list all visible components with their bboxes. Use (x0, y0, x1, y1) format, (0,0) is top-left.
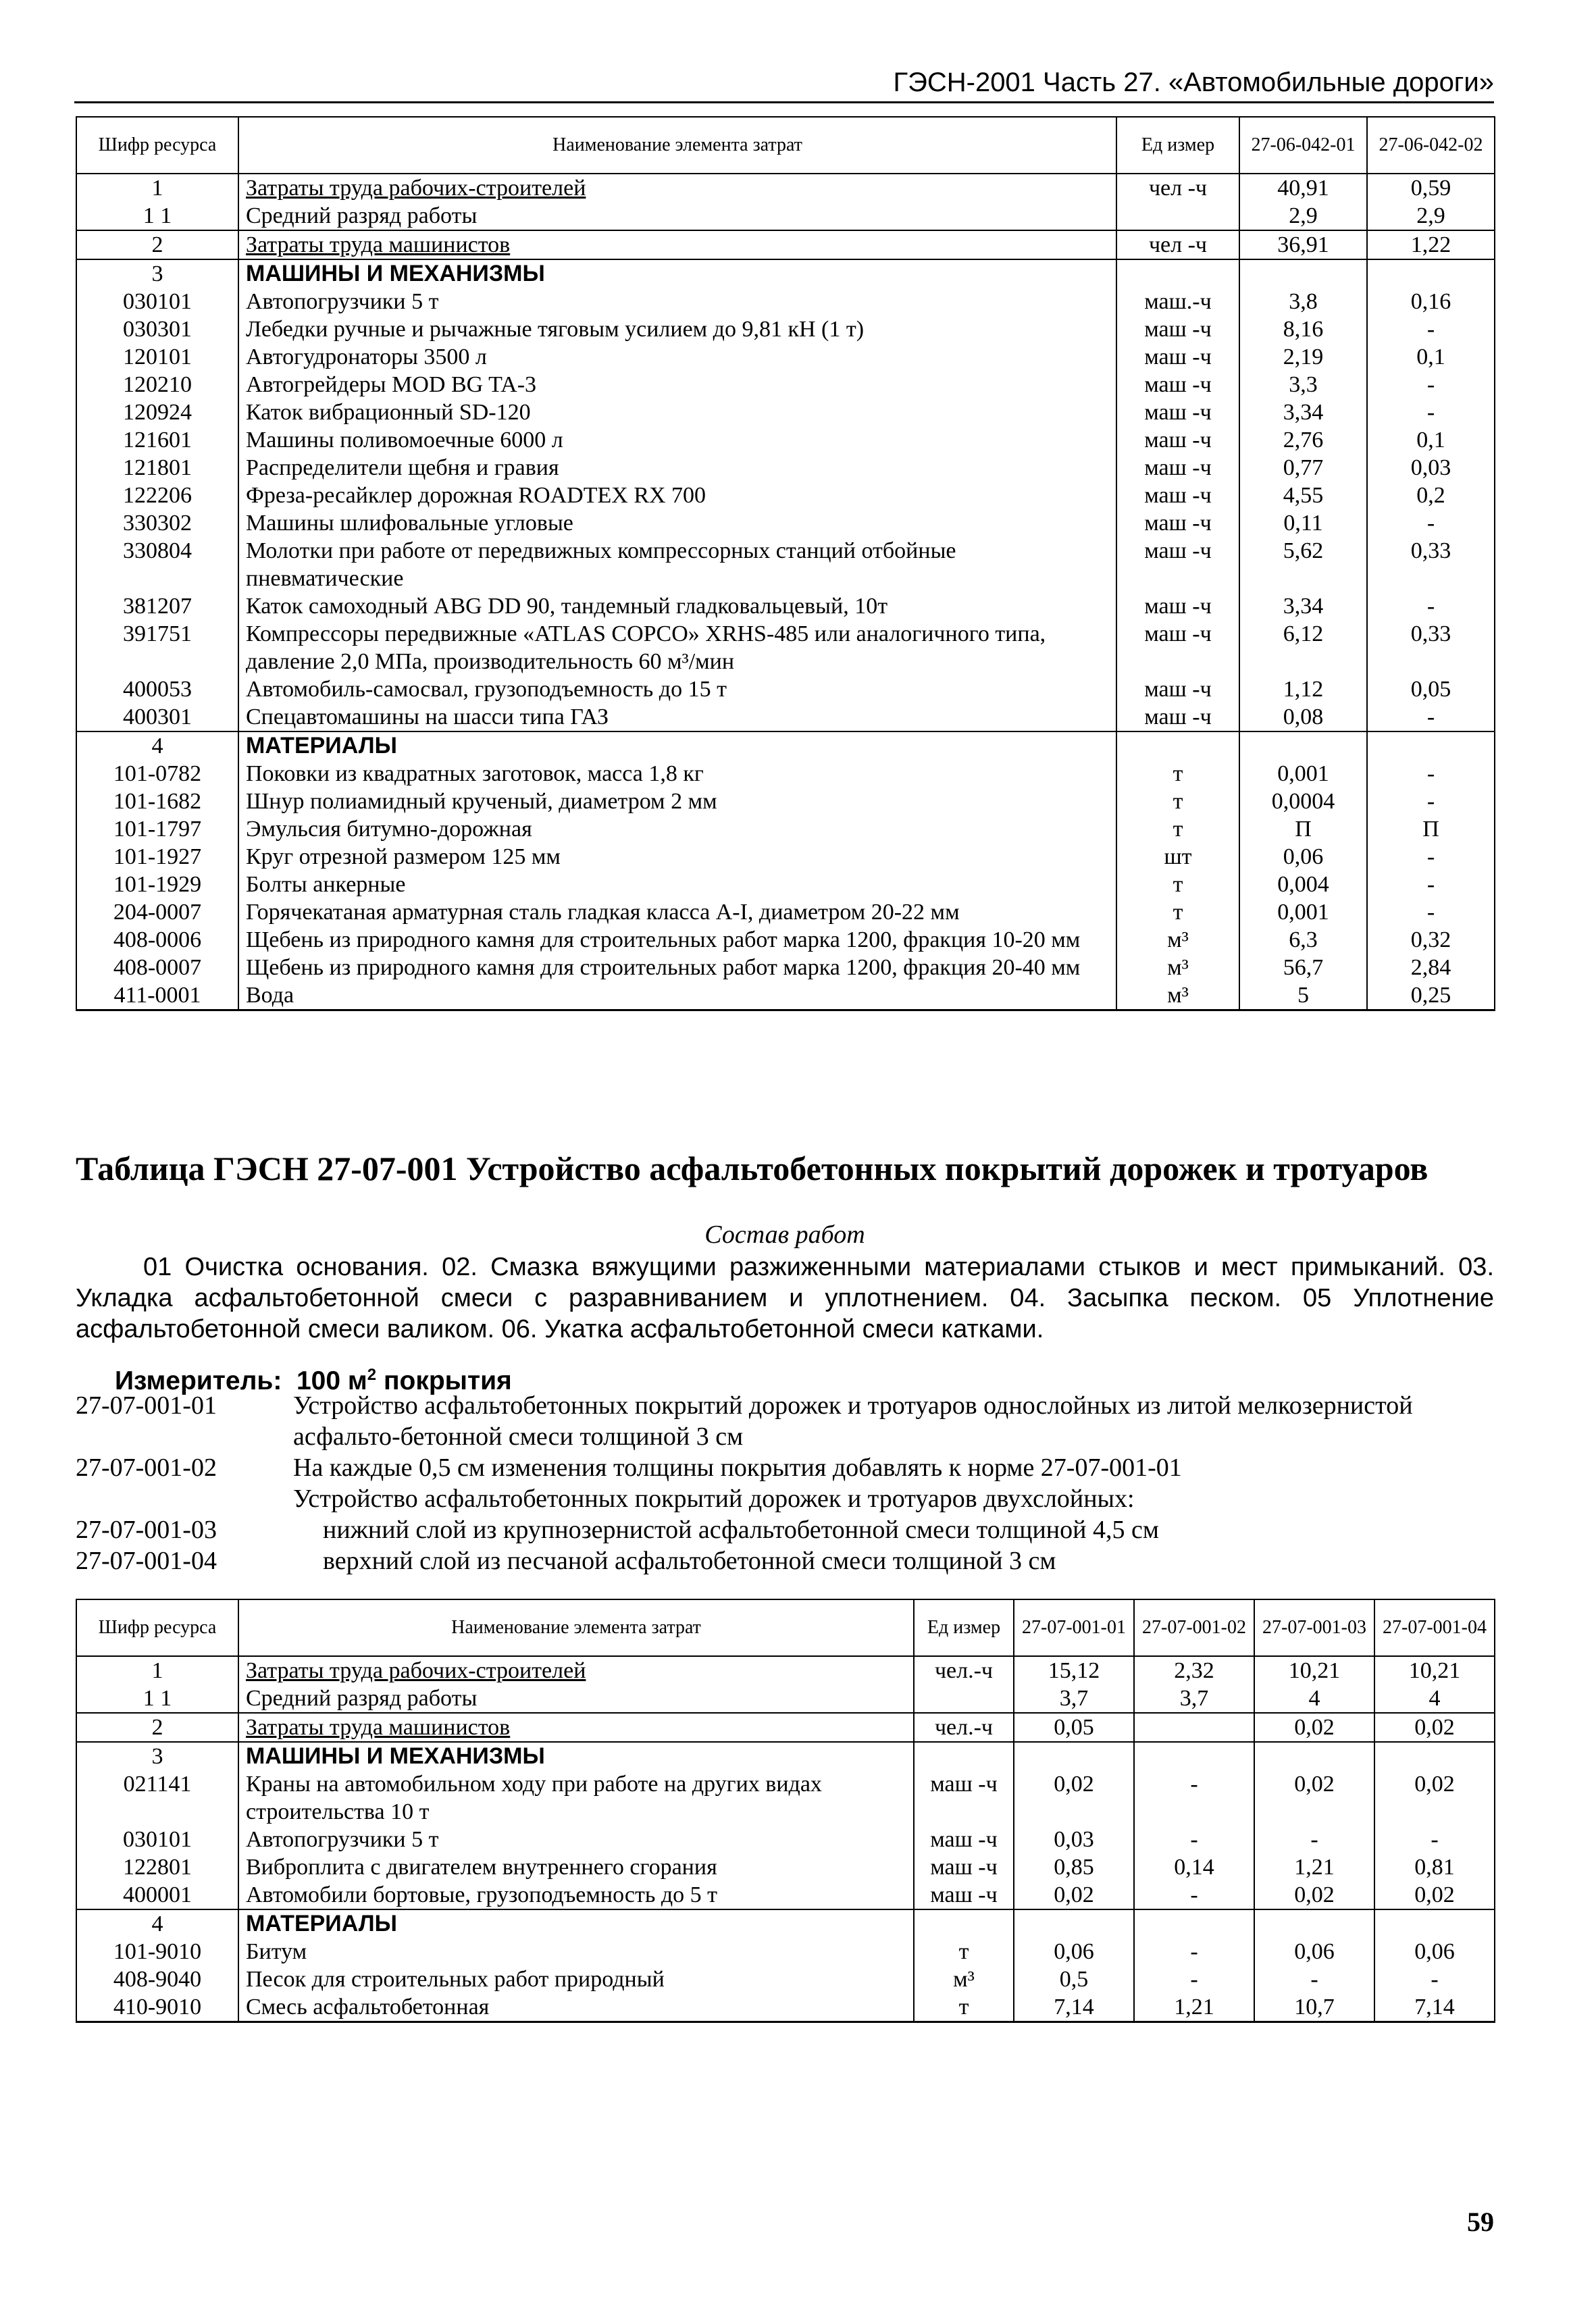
cell-name: Каток самоходный ABG DD 90, тандемный гладковальцевый, 10т (238, 592, 1116, 620)
cell-name: Автогудронаторы 3500 л (238, 343, 1116, 371)
cell-unit (914, 1742, 1014, 1770)
cell-value: 0,02 (1014, 1770, 1134, 1826)
cell-name: МАТЕРИАЛЫ (238, 731, 1116, 760)
header-col-1: 27-07-001-01 (1014, 1599, 1134, 1656)
cell-value: 4 (1374, 1685, 1495, 1713)
table-row (76, 454, 1495, 482)
cell-value: - (1254, 1826, 1374, 1853)
table-row (76, 898, 1495, 926)
cell-unit: маш -ч (1116, 592, 1239, 620)
table-row (76, 843, 1495, 871)
cell-value: 3,7 (1134, 1685, 1254, 1713)
table-row (76, 1826, 1495, 1853)
cell-value: 0,004 (1239, 871, 1367, 898)
cell-value: - (1367, 398, 1495, 426)
table-row (76, 371, 1495, 398)
cell-value: 7,14 (1014, 1993, 1134, 2022)
cell-name: Каток вибрационный SD-120 (238, 398, 1116, 426)
cell-value: - (1367, 509, 1495, 537)
cell-value: - (1367, 871, 1495, 898)
cell-value: 5,62 (1239, 537, 1367, 592)
cell-value: 0,25 (1367, 981, 1495, 1010)
table-row (76, 675, 1495, 703)
cell-code: 101-1927 (76, 843, 238, 871)
cell-value: 0,02 (1254, 1713, 1374, 1742)
cell-value: 3,7 (1014, 1685, 1134, 1713)
norm-code: 27-07-001-03 (76, 1516, 217, 1544)
cell-unit (1116, 259, 1239, 288)
cell-value: 0,33 (1367, 537, 1495, 592)
cell-value: 15,12 (1014, 1656, 1134, 1685)
cell-code: 2 (76, 1713, 238, 1742)
cell-code: 4 (76, 731, 238, 760)
cell-value: 0,02 (1374, 1770, 1495, 1826)
cell-code: 101-0782 (76, 760, 238, 788)
cell-name: Щебень из природного камня для строительных работ марка 1200, фракция 20-40 мм (238, 954, 1116, 981)
cell-value: 0,02 (1374, 1713, 1495, 1742)
table-row (76, 1685, 1495, 1713)
cell-code: 120210 (76, 371, 238, 398)
table-row (76, 871, 1495, 898)
cell-unit: маш -ч (1116, 537, 1239, 592)
cell-unit: маш -ч (914, 1770, 1014, 1826)
cell-unit (1116, 202, 1239, 230)
cell-name: Затраты труда машинистов (238, 1713, 914, 1742)
table-row (76, 954, 1495, 981)
cell-value: 0,02 (1254, 1770, 1374, 1826)
table-row (76, 537, 1495, 592)
cell-value: - (1134, 1881, 1254, 1909)
cell-code: 204-0007 (76, 898, 238, 926)
cell-unit: чел -ч (1116, 174, 1239, 202)
cell-value: 0,03 (1367, 454, 1495, 482)
cell-unit: шт (1116, 843, 1239, 871)
norm-text: На каждые 0,5 см изменения толщины покрытия добавлять к норме 27-07-001-01 (293, 1454, 1182, 1482)
cell-unit: маш.-ч (1116, 288, 1239, 315)
cell-value: 4,55 (1239, 482, 1367, 509)
cell-code: 030301 (76, 315, 238, 343)
cell-code: 4 (76, 1909, 238, 1938)
cell-code: 021141 (76, 1770, 238, 1826)
cell-name: Автомобили бортовые, грузоподъемность до 5 т (238, 1881, 914, 1909)
table-row (76, 981, 1495, 1010)
cell-value: 1,21 (1134, 1993, 1254, 2022)
resource-table-27-07-001 (76, 1599, 1495, 2023)
table-row (76, 926, 1495, 954)
cell-value: 0,1 (1367, 343, 1495, 371)
cell-value: 2,19 (1239, 343, 1367, 371)
cell-value: 8,16 (1239, 315, 1367, 343)
cell-value: 40,91 (1239, 174, 1367, 202)
cell-code: 408-0006 (76, 926, 238, 954)
table-row (76, 230, 1495, 259)
cell-name: МАШИНЫ И МЕХАНИЗМЫ (238, 1742, 914, 1770)
cell-unit: маш -ч (1116, 371, 1239, 398)
cell-code: 1 (76, 1656, 238, 1685)
cell-value: 2,84 (1367, 954, 1495, 981)
cell-code: 391751 (76, 620, 238, 675)
header-col-3: 27-07-001-03 (1254, 1599, 1374, 1656)
cell-unit: маш -ч (914, 1826, 1014, 1853)
table-row (76, 202, 1495, 230)
cell-value: 0,08 (1239, 703, 1367, 731)
cell-name: Виброплита с двигателем внутреннего сгорания (238, 1853, 914, 1881)
cell-value: 0,33 (1367, 620, 1495, 675)
table-row (76, 760, 1495, 788)
table-row (76, 815, 1495, 843)
table-row (76, 1909, 1495, 1938)
cell-code: 408-9040 (76, 1965, 238, 1993)
cell-unit: маш -ч (1116, 454, 1239, 482)
cell-code: 400053 (76, 675, 238, 703)
cell-name: Щебень из природного камня для строительных работ марка 1200, фракция 10-20 мм (238, 926, 1116, 954)
cell-code: 400001 (76, 1881, 238, 1909)
table-header-row (76, 1599, 1495, 1656)
cell-name: Эмульсия битумно-дорожная (238, 815, 1116, 843)
cell-code: 101-1929 (76, 871, 238, 898)
cell-unit: маш -ч (914, 1853, 1014, 1881)
cell-name: Болты анкерные (238, 871, 1116, 898)
cell-value: П (1239, 815, 1367, 843)
cell-code: 3 (76, 1742, 238, 1770)
table-row (76, 788, 1495, 815)
norm-code: 27-07-001-01 (76, 1391, 217, 1420)
cell-name: Компрессоры передвижные «ATLAS COPCO» XRHS-485 или аналогичного типа, давление 2,0 МПа, производительность 60 м³/мин (238, 620, 1116, 675)
norm-code: 27-07-001-04 (76, 1547, 217, 1575)
cell-value: 0,03 (1014, 1826, 1134, 1853)
resource-table-27-06-042 (76, 116, 1495, 1011)
cell-value: 3,34 (1239, 592, 1367, 620)
cell-unit: маш -ч (1116, 675, 1239, 703)
cell-value: 4 (1254, 1685, 1374, 1713)
cell-unit (914, 1909, 1014, 1938)
header-unit: Ед измер (914, 1599, 1014, 1656)
cell-value: - (1367, 788, 1495, 815)
cell-value: 6,3 (1239, 926, 1367, 954)
cell-value: 0,1 (1367, 426, 1495, 454)
cell-value: 0,02 (1014, 1881, 1134, 1909)
cell-value: 0,001 (1239, 760, 1367, 788)
cell-code: 030101 (76, 288, 238, 315)
cell-code: 101-1682 (76, 788, 238, 815)
table-row (76, 1853, 1495, 1881)
cell-value (1134, 1742, 1254, 1770)
cell-value: 7,14 (1374, 1993, 1495, 2022)
cell-name: Автомобиль-самосвал, грузоподъемность до 15 т (238, 675, 1116, 703)
cell-name: Спецавтомашины на шасси типа ГАЗ (238, 703, 1116, 731)
cell-name: Машины шлифовальные угловые (238, 509, 1116, 537)
cell-value: - (1374, 1965, 1495, 1993)
cell-unit: чел -ч (1116, 230, 1239, 259)
header-col-2: 27-06-042-02 (1367, 117, 1495, 174)
cell-value (1254, 1742, 1374, 1770)
cell-unit: маш -ч (1116, 482, 1239, 509)
header-code: Шифр ресурса (76, 117, 238, 174)
cell-unit: маш -ч (1116, 620, 1239, 675)
cell-value: 3,3 (1239, 371, 1367, 398)
cell-code: 381207 (76, 592, 238, 620)
cell-name: МАШИНЫ И МЕХАНИЗМЫ (238, 259, 1116, 288)
cell-code: 121801 (76, 454, 238, 482)
cell-unit: т (914, 1993, 1014, 2022)
cell-value: - (1367, 592, 1495, 620)
cell-code: 122206 (76, 482, 238, 509)
cell-value: - (1367, 703, 1495, 731)
table-row (76, 1742, 1495, 1770)
cell-value: 2,32 (1134, 1656, 1254, 1685)
table-row (76, 288, 1495, 315)
cell-name: Автопогрузчики 5 т (238, 1826, 914, 1853)
cell-value: 10,21 (1254, 1656, 1374, 1685)
cell-value: П (1367, 815, 1495, 843)
cell-value: 0,06 (1239, 843, 1367, 871)
cell-value: 0,5 (1014, 1965, 1134, 1993)
cell-value: 0,06 (1374, 1938, 1495, 1965)
table-row (76, 1881, 1495, 1909)
cell-unit: т (1116, 871, 1239, 898)
cell-value: 56,7 (1239, 954, 1367, 981)
table-row (76, 1965, 1495, 1993)
table-row (76, 1993, 1495, 2022)
cell-code: 1 1 (76, 1685, 238, 1713)
cell-value: 1,22 (1367, 230, 1495, 259)
table-row (76, 343, 1495, 371)
cell-name: Краны на автомобильном ходу при работе на других видах строительства 10 т (238, 1770, 914, 1826)
cell-value: 0,77 (1239, 454, 1367, 482)
table-row (76, 509, 1495, 537)
cell-value (1254, 1909, 1374, 1938)
cell-unit: т (1116, 815, 1239, 843)
cell-name: Распределители щебня и гравия (238, 454, 1116, 482)
cell-value (1374, 1909, 1495, 1938)
cell-unit: т (1116, 898, 1239, 926)
cell-value: 0,02 (1254, 1881, 1374, 1909)
cell-name: Средний разряд работы (238, 202, 1116, 230)
cell-value: 2,76 (1239, 426, 1367, 454)
cell-value: 2,9 (1239, 202, 1367, 230)
cell-value (1239, 259, 1367, 288)
norm-text: верхний слой из песчаной асфальтобетонной смеси толщиной 3 см (323, 1547, 1056, 1575)
cell-value: - (1367, 315, 1495, 343)
cell-name: Средний разряд работы (238, 1685, 914, 1713)
works-heading: Состав работ (704, 1220, 865, 1249)
cell-value (1239, 731, 1367, 760)
table-row (76, 315, 1495, 343)
cell-unit: м³ (1116, 926, 1239, 954)
cell-name: Песок для строительных работ природный (238, 1965, 914, 1993)
cell-value: 0,0004 (1239, 788, 1367, 815)
cell-code: 101-9010 (76, 1938, 238, 1965)
cell-code: 410-9010 (76, 1993, 238, 2022)
cell-unit: маш -ч (914, 1881, 1014, 1909)
cell-value: 0,05 (1367, 675, 1495, 703)
cell-value (1014, 1742, 1134, 1770)
cell-value: 36,91 (1239, 230, 1367, 259)
cell-value (1134, 1909, 1254, 1938)
cell-unit: маш -ч (1116, 398, 1239, 426)
table-header-row (76, 117, 1495, 174)
cell-name: Поковки из квадратных заготовок, масса 1,8 кг (238, 760, 1116, 788)
cell-name: Молотки при работе от передвижных компрессорных станций отбойные пневматические (238, 537, 1116, 592)
cell-unit: маш -ч (1116, 426, 1239, 454)
cell-unit: т (914, 1938, 1014, 1965)
cell-name: Смесь асфальтобетонная (238, 1993, 914, 2022)
header-col-4: 27-07-001-04 (1374, 1599, 1495, 1656)
cell-value: - (1374, 1826, 1495, 1853)
header-col-1: 27-06-042-01 (1239, 117, 1367, 174)
cell-value: - (1367, 760, 1495, 788)
norm-text: Устройство асфальтобетонных покрытий дорожек и тротуаров двухслойных: (293, 1485, 1135, 1513)
cell-name: Горячекатаная арматурная сталь гладкая класса А-I, диаметром 20-22 мм (238, 898, 1116, 926)
cell-code: 030101 (76, 1826, 238, 1853)
cell-name: Затраты труда рабочих-строителей (238, 174, 1116, 202)
cell-value: - (1367, 843, 1495, 871)
header-unit: Ед измер (1116, 117, 1239, 174)
cell-value: 0,14 (1134, 1853, 1254, 1881)
cell-code: 2 (76, 230, 238, 259)
cell-value: 0,85 (1014, 1853, 1134, 1881)
cell-value (1374, 1742, 1495, 1770)
cell-name: Автопогрузчики 5 т (238, 288, 1116, 315)
cell-value (1367, 731, 1495, 760)
cell-value: 10,21 (1374, 1656, 1495, 1685)
table-row (76, 620, 1495, 675)
table-row (76, 174, 1495, 202)
table-row (76, 482, 1495, 509)
cell-code: 330302 (76, 509, 238, 537)
page-number: 59 (1467, 2207, 1494, 2237)
cell-code: 120101 (76, 343, 238, 371)
cell-code: 122801 (76, 1853, 238, 1881)
header-name: Наименование элемента затрат (238, 117, 1116, 174)
cell-name: МАТЕРИАЛЫ (238, 1909, 914, 1938)
cell-value: - (1134, 1770, 1254, 1826)
cell-name: Шнур полиамидный крученый, диаметром 2 мм (238, 788, 1116, 815)
cell-unit: маш -ч (1116, 509, 1239, 537)
cell-value (1014, 1909, 1134, 1938)
meter-line: Измеритель: 100 $м^2$ покрытия (115, 1366, 512, 1395)
header-name: Наименование элемента затрат (238, 1599, 914, 1656)
cell-value: 0,05 (1014, 1713, 1134, 1742)
cell-value: - (1134, 1826, 1254, 1853)
cell-unit: м³ (1116, 954, 1239, 981)
cell-value: 0,81 (1374, 1853, 1495, 1881)
cell-unit: м³ (914, 1965, 1014, 1993)
cell-name: Лебедки ручные и рычажные тяговым усилием до 9,81 кН (1 т) (238, 315, 1116, 343)
cell-value: 0,16 (1367, 288, 1495, 315)
cell-value: 0,11 (1239, 509, 1367, 537)
cell-name: Фреза-ресайклер дорожная ROADTEX RX 700 (238, 482, 1116, 509)
cell-code: 1 (76, 174, 238, 202)
cell-code: 408-0007 (76, 954, 238, 981)
table-row (76, 259, 1495, 288)
cell-code: 101-1797 (76, 815, 238, 843)
cell-unit: маш -ч (1116, 343, 1239, 371)
table-row (76, 592, 1495, 620)
cell-unit: маш -ч (1116, 703, 1239, 731)
cell-unit: чел.-ч (914, 1713, 1014, 1742)
running-header: ГЭСН-2001 Часть 27. «Автомобильные дороги» (74, 66, 1494, 103)
works-text: 01 Очистка основания. 02. Смазка вяжущими разжиженными материалами стыков и мест примыканий. 03. Укладка асфальтобетонной смеси с разравниванием и уплотнением. 04. Засыпка песком. 05 Уплотнение асфальтобетонной смеси валиком. 06. Укатка асфальтобетонной смеси катками. (76, 1253, 1494, 1343)
cell-value: 0,32 (1367, 926, 1495, 954)
cell-code: 411-0001 (76, 981, 238, 1010)
norm-text: нижний слой из крупнозернистой асфальтобетонной смеси толщиной 4,5 см (323, 1516, 1159, 1544)
cell-name: Круг отрезной размером 125 мм (238, 843, 1116, 871)
header-col-2: 27-07-001-02 (1134, 1599, 1254, 1656)
cell-code: 400301 (76, 703, 238, 731)
cell-value: 0,59 (1367, 174, 1495, 202)
cell-value: 0,06 (1254, 1938, 1374, 1965)
cell-value: - (1367, 898, 1495, 926)
cell-value: 0,02 (1374, 1881, 1495, 1909)
cell-code: 120924 (76, 398, 238, 426)
cell-code: 121601 (76, 426, 238, 454)
cell-unit: м³ (1116, 981, 1239, 1010)
cell-value: 0,2 (1367, 482, 1495, 509)
table-row (76, 731, 1495, 760)
cell-name: Затраты труда машинистов (238, 230, 1116, 259)
cell-value: 0,001 (1239, 898, 1367, 926)
cell-name: Машины поливомоечные 6000 л (238, 426, 1116, 454)
cell-value: - (1134, 1938, 1254, 1965)
table-row (76, 1656, 1495, 1685)
cell-value: 6,12 (1239, 620, 1367, 675)
cell-value: 3,34 (1239, 398, 1367, 426)
cell-unit (1116, 731, 1239, 760)
norm-text: Устройство асфальтобетонных покрытий дорожек и тротуаров однослойных из литой мелкозернистой асфальто-бетонной смеси толщиной 3 см (293, 1391, 1413, 1451)
cell-unit: т (1116, 760, 1239, 788)
cell-code: 1 1 (76, 202, 238, 230)
cell-value (1367, 259, 1495, 288)
cell-unit: чел.-ч (914, 1656, 1014, 1685)
norm-code: 27-07-001-02 (76, 1454, 217, 1482)
norm-row (76, 1390, 1494, 1452)
cell-unit (914, 1685, 1014, 1713)
cell-value: 0,06 (1014, 1938, 1134, 1965)
cell-code: 3 (76, 259, 238, 288)
cell-name: Затраты труда рабочих-строителей (238, 1656, 914, 1685)
table-row (76, 426, 1495, 454)
header-code: Шифр ресурса (76, 1599, 238, 1656)
table-title: Таблица ГЭСН 27-07-001 Устройство асфальтобетонных покрытий дорожек и тротуаров (76, 1150, 1428, 1187)
table-row (76, 1713, 1495, 1742)
cell-code: 330804 (76, 537, 238, 592)
cell-value: - (1134, 1965, 1254, 1993)
cell-unit: т (1116, 788, 1239, 815)
cell-value: 3,8 (1239, 288, 1367, 315)
cell-value: 5 (1239, 981, 1367, 1010)
cell-value: 1,12 (1239, 675, 1367, 703)
table-row (76, 703, 1495, 731)
table-row (76, 1770, 1495, 1826)
cell-value: - (1254, 1965, 1374, 1993)
table-row (76, 398, 1495, 426)
cell-value (1134, 1713, 1254, 1742)
cell-name: Вода (238, 981, 1116, 1010)
cell-name: Битум (238, 1938, 914, 1965)
cell-value: 10,7 (1254, 1993, 1374, 2022)
cell-unit: маш -ч (1116, 315, 1239, 343)
cell-value: - (1367, 371, 1495, 398)
cell-value: 1,21 (1254, 1853, 1374, 1881)
cell-name: Автогрейдеры MOD BG TA-3 (238, 371, 1116, 398)
cell-value: 2,9 (1367, 202, 1495, 230)
table-row (76, 1938, 1495, 1965)
